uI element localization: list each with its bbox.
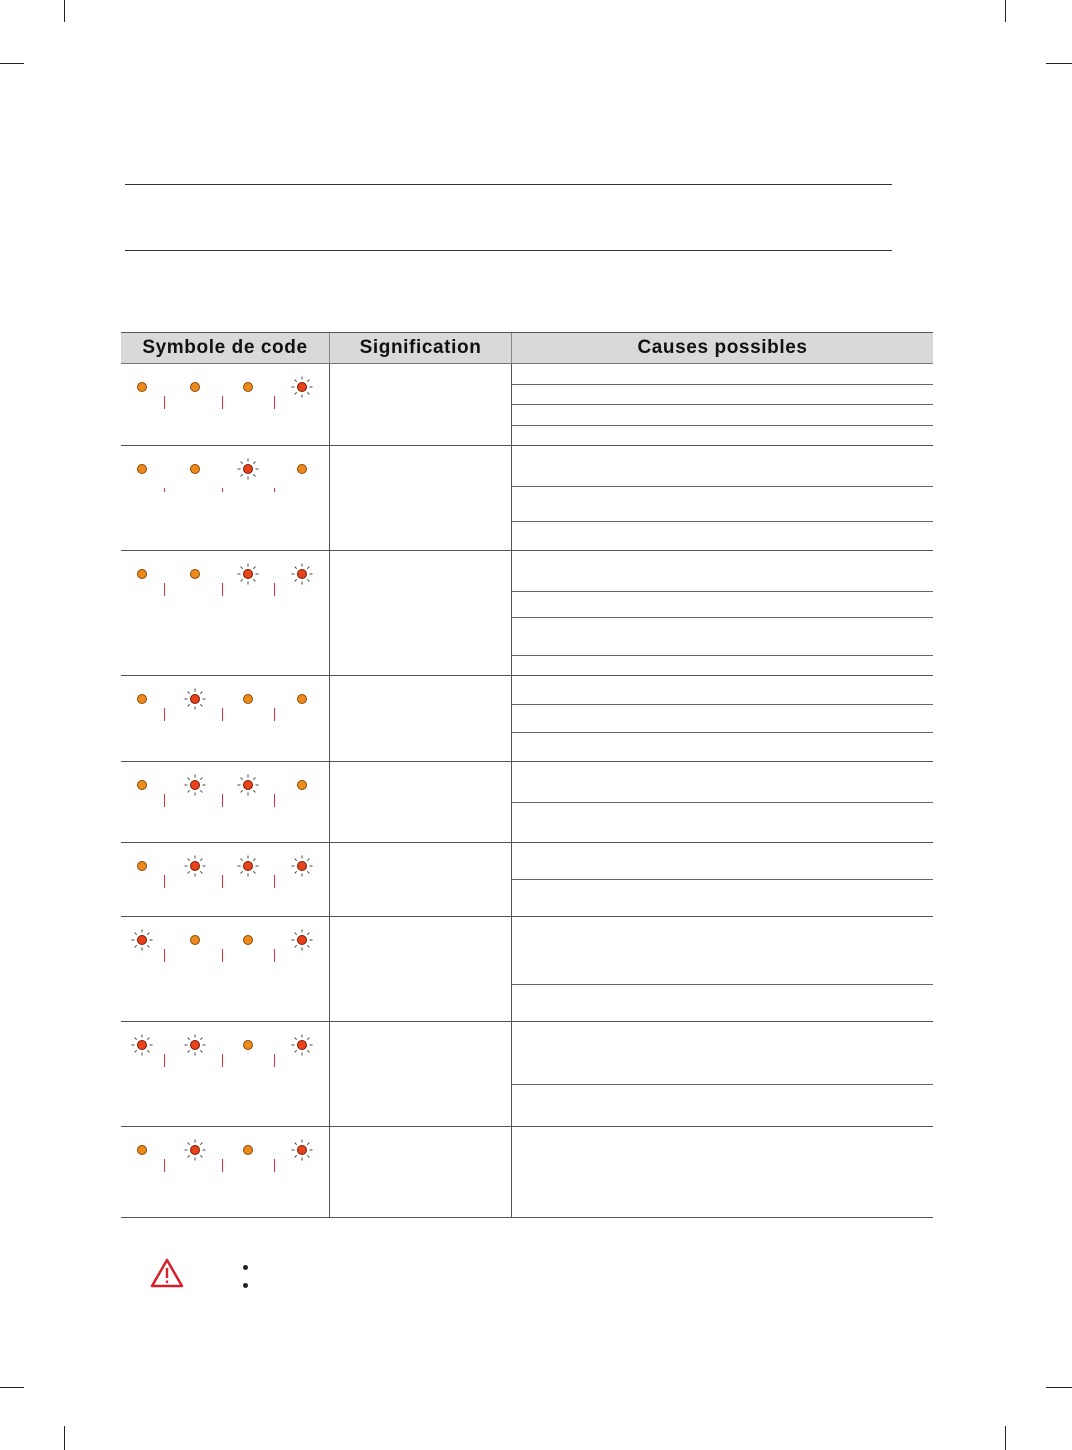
led-dot [190,382,200,392]
cause-item [512,618,933,656]
crop-mark [0,63,24,64]
led-separator [274,875,275,888]
meaning-cell [330,917,512,1021]
cause-item [512,803,933,843]
led-blinking-icon [291,376,313,398]
led-dot [190,569,200,579]
led-steady-icon [131,458,153,480]
led-indicator-group [121,676,330,736]
led-steady-icon [131,774,153,796]
causes-cell [512,364,933,445]
led-blinking-icon [184,688,206,710]
led-dot [190,935,200,945]
led-indicator-group [121,843,330,903]
header-causes: Causes possibles [637,337,808,358]
symbol-cell [121,1127,330,1217]
warning-triangle-icon [150,1258,184,1288]
table-body [121,364,933,1218]
led-blinking-icon [291,563,313,585]
section-rule-bottom [125,250,892,251]
cause-item [512,762,933,803]
led-separator [164,396,165,409]
table-row [121,843,933,917]
led-separator [274,396,275,409]
led-steady-icon [184,376,206,398]
cause-item [512,733,933,761]
cause-item [512,385,933,406]
causes-cell [512,1022,933,1126]
table-row [121,676,933,762]
led-dot [243,935,253,945]
led-steady-icon [131,376,153,398]
led-dot [137,861,147,871]
led-indicator-group [121,551,330,611]
symbol-cell [121,551,330,675]
led-separator [274,1054,275,1067]
led-dot [190,464,200,474]
led-blinking-icon [131,929,153,951]
led-indicator-group [121,762,330,822]
led-separator [222,583,223,596]
table-header [121,332,933,364]
causes-cell [512,676,933,761]
led-separator [164,949,165,962]
cause-item [512,705,933,734]
cause-item [512,446,933,487]
led-steady-icon [291,458,313,480]
cause-item [512,880,933,916]
error-code-table [121,332,933,1218]
led-steady-icon [237,1139,259,1161]
causes-cell [512,917,933,1021]
led-blinking-icon [291,1034,313,1056]
led-separator [222,1054,223,1067]
led-separator [164,794,165,807]
led-blinking-icon [237,855,259,877]
led-separator [222,396,223,409]
led-separator [222,708,223,721]
led-indicator-group [121,1022,330,1082]
crop-mark [64,1426,65,1450]
symbol-cell [121,917,330,1021]
led-separator [164,708,165,721]
table-row [121,1022,933,1127]
symbol-cell [121,762,330,842]
led-blinking-icon [184,774,206,796]
led-indicator-group [121,1127,330,1187]
cause-item [512,405,933,426]
led-blinking-icon [237,458,259,480]
led-separator [222,488,223,492]
cause-item [512,843,933,880]
led-separator [222,949,223,962]
led-blinking-icon [184,1139,206,1161]
cause-item [512,985,933,1021]
led-separator [164,1054,165,1067]
led-separator [274,488,275,492]
led-separator [164,875,165,888]
led-dot [137,780,147,790]
led-dot [243,382,253,392]
causes-cell [512,446,933,550]
causes-cell [512,1127,933,1217]
symbol-cell [121,1022,330,1126]
led-blinking-icon [291,929,313,951]
meaning-cell [330,1127,512,1217]
meaning-cell [330,843,512,916]
led-steady-icon [237,929,259,951]
led-separator [274,949,275,962]
cause-item [512,1127,933,1217]
led-separator [164,1159,165,1172]
cause-item [512,364,933,385]
cause-item [512,592,933,618]
table-row [121,364,933,446]
led-steady-icon [184,458,206,480]
meaning-cell [330,676,512,761]
note-bullet [243,1265,248,1270]
cause-item [512,1085,933,1126]
led-dot [297,464,307,474]
led-dot [137,382,147,392]
cause-item [512,426,933,446]
cause-item [512,551,933,592]
crop-mark [1005,1426,1006,1450]
causes-cell [512,762,933,842]
led-separator [164,583,165,596]
led-indicator-group [121,917,330,977]
led-dot [243,1040,253,1050]
led-blinking-icon [237,563,259,585]
crop-mark [1046,63,1072,64]
table-row [121,917,933,1022]
symbol-cell [121,843,330,916]
led-separator [222,794,223,807]
meaning-cell [330,446,512,550]
led-blinking-icon [131,1034,153,1056]
led-blinking-icon [291,855,313,877]
section-rule-top [125,184,892,185]
led-dot [137,464,147,474]
led-steady-icon [131,855,153,877]
led-steady-icon [237,688,259,710]
led-steady-icon [184,563,206,585]
table-row [121,762,933,843]
table-row [121,1127,933,1218]
led-separator [222,1159,223,1172]
led-dot [137,694,147,704]
led-dot [297,694,307,704]
led-separator [164,488,165,492]
note-bullet [243,1283,248,1288]
led-dot [243,694,253,704]
meaning-cell [330,551,512,675]
table-row [121,446,933,551]
led-separator [274,794,275,807]
cause-item [512,676,933,705]
symbol-cell [121,676,330,761]
led-dot [297,780,307,790]
meaning-cell [330,1022,512,1126]
led-separator [222,875,223,888]
led-steady-icon [131,688,153,710]
led-steady-icon [131,1139,153,1161]
crop-mark [1046,1387,1072,1388]
crop-mark [0,1387,24,1388]
symbol-cell [121,364,330,445]
cause-item [512,1022,933,1085]
led-steady-icon [291,688,313,710]
led-blinking-icon [237,774,259,796]
led-blinking-icon [184,1034,206,1056]
table-row [121,551,933,676]
cause-item [512,487,933,522]
cause-item [512,656,933,675]
cause-item [512,917,933,985]
led-dot [137,1145,147,1155]
led-separator [274,583,275,596]
led-blinking-icon [184,855,206,877]
crop-mark [64,0,65,22]
led-dot [137,569,147,579]
led-blinking-icon [291,1139,313,1161]
cause-item [512,522,933,550]
led-dot [243,1145,253,1155]
led-separator [274,1159,275,1172]
header-meaning: Signification [330,333,512,363]
led-separator [274,708,275,721]
led-steady-icon [237,1034,259,1056]
meaning-cell [330,762,512,842]
led-steady-icon [184,929,206,951]
led-steady-icon [131,563,153,585]
symbol-cell [121,446,330,550]
led-steady-icon [237,376,259,398]
causes-cell [512,843,933,916]
led-indicator-group [121,364,330,424]
header-symbol: Symbole de code [121,333,330,363]
led-steady-icon [291,774,313,796]
crop-mark [1005,0,1006,22]
led-indicator-group [121,446,330,506]
meaning-cell [330,364,512,445]
causes-cell [512,551,933,675]
